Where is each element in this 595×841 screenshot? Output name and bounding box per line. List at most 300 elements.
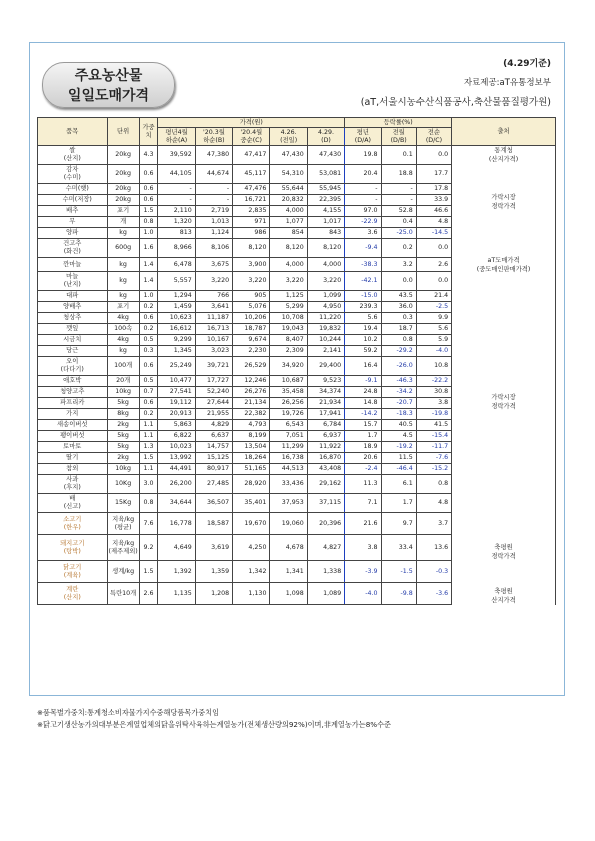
price-e-cell: 1,341 <box>270 561 307 583</box>
price-b-cell: 1,208 <box>195 583 232 605</box>
price-a-cell: 813 <box>158 228 195 239</box>
price-d-cell: 4,950 <box>307 302 344 313</box>
unit-cell: kg <box>107 258 139 272</box>
rate-dc-cell: -15.4 <box>416 431 451 442</box>
price-d-cell: 20,396 <box>307 513 344 535</box>
source-cell: 축평원 경락가격 <box>452 513 556 561</box>
unit-cell: 20kg <box>107 195 139 206</box>
price-e-cell: 8,120 <box>270 239 307 258</box>
rate-db-cell: -26.0 <box>381 357 416 376</box>
weight-cell: 0.3 <box>139 346 158 357</box>
rate-dc-cell: 3.8 <box>416 398 451 409</box>
price-b-cell: 3,220 <box>195 272 232 291</box>
price-c-cell: 5,076 <box>233 302 270 313</box>
rate-da-cell: 19.8 <box>345 146 381 165</box>
title-line1: 주요농산물 <box>74 68 143 84</box>
price-b-cell: 1,124 <box>195 228 232 239</box>
item-name-cell: 새송이버섯 <box>38 420 108 431</box>
price-a-cell: 6,822 <box>158 431 195 442</box>
price-a-cell: 16,778 <box>158 513 195 535</box>
weight-cell: 7.6 <box>139 513 158 535</box>
price-b-cell: 18,587 <box>195 513 232 535</box>
unit-cell: 10kg <box>107 387 139 398</box>
weight-cell: 0.2 <box>139 324 158 335</box>
rate-db-cell: -19.2 <box>381 442 416 453</box>
item-name-cell: 사과 (후지) <box>38 475 108 494</box>
price-d-cell: 19,832 <box>307 324 344 335</box>
item-name-cell: 수미(햇) <box>38 184 108 195</box>
rate-db-cell: 0.4 <box>381 217 416 228</box>
weight-cell: 1.0 <box>139 291 158 302</box>
item-name-cell: 쌀 (산지) <box>38 146 108 165</box>
price-c-cell: 971 <box>233 217 270 228</box>
unit-cell: 20kg <box>107 165 139 184</box>
unit-cell: 4kg <box>107 313 139 324</box>
rate-db-cell: - <box>381 195 416 206</box>
rate-da-cell: -4.0 <box>345 583 381 605</box>
price-e-cell: 35,458 <box>270 387 307 398</box>
rate-db-cell: 36.0 <box>381 302 416 313</box>
price-b-cell: 14,757 <box>195 442 232 453</box>
header-a: 평년4월 하순(A) <box>158 128 195 146</box>
rate-da-cell: -9.1 <box>345 376 381 387</box>
rate-dc-cell: 17.8 <box>416 184 451 195</box>
price-c-cell: 8,120 <box>233 239 270 258</box>
rate-dc-cell: -15.2 <box>416 464 451 475</box>
price-e-cell: 44,513 <box>270 464 307 475</box>
rate-da-cell: 11.3 <box>345 475 381 494</box>
rate-dc-cell: 10.8 <box>416 357 451 376</box>
price-c-cell: 16,721 <box>233 195 270 206</box>
rate-dc-cell: 41.5 <box>416 420 451 431</box>
price-d-cell: 11,220 <box>307 313 344 324</box>
rate-dc-cell: 5.9 <box>416 335 451 346</box>
price-e-cell: 7,051 <box>270 431 307 442</box>
price-d-cell: 11,922 <box>307 442 344 453</box>
price-a-cell: 44,491 <box>158 464 195 475</box>
price-b-cell: - <box>195 184 232 195</box>
weight-cell: 1.1 <box>139 464 158 475</box>
price-e-cell: 11,299 <box>270 442 307 453</box>
rate-db-cell: 43.5 <box>381 291 416 302</box>
rate-da-cell: 15.7 <box>345 420 381 431</box>
unit-cell: 5kg <box>107 442 139 453</box>
rate-db-cell: -34.2 <box>381 387 416 398</box>
rate-da-cell: -42.1 <box>345 272 381 291</box>
item-name-cell: 오이 (다다기) <box>38 357 108 376</box>
unit-cell: 포기 <box>107 206 139 217</box>
price-c-cell: 47,417 <box>233 146 270 165</box>
price-a-cell: 25,249 <box>158 357 195 376</box>
unit-cell: 20개 <box>107 376 139 387</box>
price-d-cell: 1,017 <box>307 217 344 228</box>
price-c-cell: 26,529 <box>233 357 270 376</box>
table-row <box>38 239 556 258</box>
rate-dc-cell: 33.9 <box>416 195 451 206</box>
rate-dc-cell: 9.9 <box>416 313 451 324</box>
rate-db-cell: 0.1 <box>381 146 416 165</box>
rate-dc-cell: -4.0 <box>416 346 451 357</box>
rate-da-cell: 20.6 <box>345 453 381 464</box>
price-e-cell: 1,077 <box>270 217 307 228</box>
price-c-cell: 1,130 <box>233 583 270 605</box>
rate-da-cell: 24.8 <box>345 387 381 398</box>
rate-db-cell: 6.1 <box>381 475 416 494</box>
price-d-cell: 53,081 <box>307 165 344 184</box>
item-name-cell: 계란 (산지) <box>38 583 108 605</box>
unit-cell: kg <box>107 291 139 302</box>
weight-cell: 0.8 <box>139 217 158 228</box>
rate-db-cell: 40.5 <box>381 420 416 431</box>
rate-db-cell: 1.7 <box>381 494 416 513</box>
rate-db-cell: - <box>381 184 416 195</box>
price-a-cell: 1,294 <box>158 291 195 302</box>
price-e-cell: 33,436 <box>270 475 307 494</box>
price-d-cell: 17,941 <box>307 409 344 420</box>
rate-db-cell: 33.4 <box>381 535 416 561</box>
base-date: (4.29기준) <box>503 59 551 69</box>
price-a-cell: - <box>158 184 195 195</box>
rate-db-cell: 18.8 <box>381 165 416 184</box>
price-c-cell: 2,230 <box>233 346 270 357</box>
rate-db-cell: 0.2 <box>381 239 416 258</box>
price-c-cell: 51,165 <box>233 464 270 475</box>
rate-dc-cell: 5.6 <box>416 324 451 335</box>
price-e-cell: 37,953 <box>270 494 307 513</box>
weight-cell: 0.2 <box>139 302 158 313</box>
price-b-cell: 1,013 <box>195 217 232 228</box>
rate-da-cell: -14.2 <box>345 409 381 420</box>
rate-dc-cell: -0.3 <box>416 561 451 583</box>
weight-cell: 0.6 <box>139 313 158 324</box>
price-d-cell: 1,099 <box>307 291 344 302</box>
weight-cell: 4.3 <box>139 146 158 165</box>
price-c-cell: 35,401 <box>233 494 270 513</box>
price-e-cell: 19,043 <box>270 324 307 335</box>
unit-cell: kg <box>107 272 139 291</box>
weight-cell: 1.5 <box>139 453 158 464</box>
price-d-cell: 6,937 <box>307 431 344 442</box>
price-e-cell: 19,060 <box>270 513 307 535</box>
title-badge <box>42 62 175 108</box>
rate-da-cell: -38.3 <box>345 258 381 272</box>
header-dc: 전순 (D/C) <box>416 128 451 146</box>
price-a-cell: 39,592 <box>158 146 195 165</box>
rate-dc-cell: 21.4 <box>416 291 451 302</box>
weight-cell: 0.6 <box>139 357 158 376</box>
rate-da-cell: 14.8 <box>345 398 381 409</box>
rate-dc-cell: 0.0 <box>416 272 451 291</box>
price-c-cell: 28,920 <box>233 475 270 494</box>
data-source-line1: 자료제공:aT유통정보부 <box>463 78 551 88</box>
price-a-cell: 5,557 <box>158 272 195 291</box>
rate-da-cell: 59.2 <box>345 346 381 357</box>
price-d-cell: 4,827 <box>307 535 344 561</box>
rate-da-cell: 16.4 <box>345 357 381 376</box>
rate-dc-cell: -14.5 <box>416 228 451 239</box>
price-c-cell: 905 <box>233 291 270 302</box>
rate-dc-cell: -7.6 <box>416 453 451 464</box>
header-source: 출처 <box>452 118 556 146</box>
source-cell: 가락시장 경락가격 <box>452 165 556 239</box>
rate-dc-cell: 2.6 <box>416 258 451 272</box>
header-da: 평년 (D/A) <box>345 128 381 146</box>
rate-da-cell: - <box>345 195 381 206</box>
unit-cell: 20kg <box>107 146 139 165</box>
weight-cell: 0.7 <box>139 387 158 398</box>
header-db: 전월 (D/B) <box>381 128 416 146</box>
price-c-cell: 4,793 <box>233 420 270 431</box>
price-a-cell: 4,649 <box>158 535 195 561</box>
rate-da-cell: -3.9 <box>345 561 381 583</box>
price-d-cell: 22,395 <box>307 195 344 206</box>
unit-cell: 5kg <box>107 398 139 409</box>
source-cell: 가락시장 경락가격 <box>452 291 556 513</box>
weight-cell: 0.6 <box>139 195 158 206</box>
price-a-cell: 26,200 <box>158 475 195 494</box>
item-name-cell: 팽이버섯 <box>38 431 108 442</box>
price-a-cell: 1,392 <box>158 561 195 583</box>
item-name-cell: 깐마늘 <box>38 258 108 272</box>
rate-db-cell: -20.7 <box>381 398 416 409</box>
price-b-cell: 17,727 <box>195 376 232 387</box>
rate-dc-cell: 17.7 <box>416 165 451 184</box>
data-source-line2: (aT,서울시농수산식품공사,축산물품질평가원) <box>360 97 551 108</box>
price-c-cell: 4,250 <box>233 535 270 561</box>
item-name-cell: 참외 <box>38 464 108 475</box>
price-d-cell: 3,220 <box>307 272 344 291</box>
rate-db-cell: 18.7 <box>381 324 416 335</box>
rate-db-cell: -25.0 <box>381 228 416 239</box>
price-e-cell: 4,000 <box>270 206 307 217</box>
price-d-cell: 4,155 <box>307 206 344 217</box>
rate-da-cell: 19.4 <box>345 324 381 335</box>
rate-db-cell: 52.8 <box>381 206 416 217</box>
price-b-cell: 4,829 <box>195 420 232 431</box>
price-b-cell: 47,380 <box>195 146 232 165</box>
unit-cell: 포기 <box>107 302 139 313</box>
rate-da-cell: -15.0 <box>345 291 381 302</box>
item-name-cell: 양배추 <box>38 302 108 313</box>
rate-dc-cell: 0.0 <box>416 239 451 258</box>
item-name-cell: 건고추 (화건) <box>38 239 108 258</box>
price-a-cell: 20,913 <box>158 409 195 420</box>
rate-dc-cell: -11.7 <box>416 442 451 453</box>
price-b-cell: 8,106 <box>195 239 232 258</box>
price-a-cell: 16,612 <box>158 324 195 335</box>
price-d-cell: 29,162 <box>307 475 344 494</box>
price-d-cell: 9,523 <box>307 376 344 387</box>
weight-cell: 1.5 <box>139 206 158 217</box>
price-b-cell: 10,167 <box>195 335 232 346</box>
unit-cell: 지육/kg (평균) <box>107 513 139 535</box>
price-c-cell: 986 <box>233 228 270 239</box>
price-a-cell: 2,110 <box>158 206 195 217</box>
price-e-cell: 10,708 <box>270 313 307 324</box>
source-cell: 축평원 산지가격 <box>452 561 556 605</box>
item-name-cell: 마늘 (난지) <box>38 272 108 291</box>
price-a-cell: 1,135 <box>158 583 195 605</box>
item-name-cell: 당근 <box>38 346 108 357</box>
price-c-cell: 10,206 <box>233 313 270 324</box>
source-cell: aT도매가격 (중도매인판매가격) <box>452 239 556 291</box>
price-b-cell: 766 <box>195 291 232 302</box>
price-b-cell: 3,619 <box>195 535 232 561</box>
item-name-cell: 돼지고기 (탕박) <box>38 535 108 561</box>
unit-cell: 600g <box>107 239 139 258</box>
rate-da-cell: 7.1 <box>345 494 381 513</box>
weight-cell: 0.2 <box>139 409 158 420</box>
rate-dc-cell: -3.6 <box>416 583 451 605</box>
unit-cell: kg <box>107 346 139 357</box>
rate-da-cell: 3.6 <box>345 228 381 239</box>
rate-db-cell: 0.8 <box>381 335 416 346</box>
rate-da-cell: 10.2 <box>345 335 381 346</box>
rate-dc-cell: 0.0 <box>416 146 451 165</box>
price-a-cell: 6,478 <box>158 258 195 272</box>
price-a-cell: 9,299 <box>158 335 195 346</box>
header-c: '20.4월 중순(C) <box>233 128 270 146</box>
rate-dc-cell: -19.8 <box>416 409 451 420</box>
weight-cell: 1.0 <box>139 228 158 239</box>
price-b-cell: 6,637 <box>195 431 232 442</box>
price-e-cell: 20,832 <box>270 195 307 206</box>
price-d-cell: 43,408 <box>307 464 344 475</box>
weight-cell: 1.6 <box>139 239 158 258</box>
item-name-cell: 깻잎 <box>38 324 108 335</box>
price-e-cell: 34,920 <box>270 357 307 376</box>
header-e: 4.26. (전일) <box>270 128 307 146</box>
unit-cell: 100속 <box>107 324 139 335</box>
rate-dc-cell: 4.8 <box>416 217 451 228</box>
unit-cell: kg <box>107 228 139 239</box>
price-a-cell: 19,112 <box>158 398 195 409</box>
rate-db-cell: 0.3 <box>381 313 416 324</box>
price-a-cell: 1,345 <box>158 346 195 357</box>
unit-cell: 2kg <box>107 420 139 431</box>
price-d-cell: 47,430 <box>307 146 344 165</box>
price-d-cell: 34,374 <box>307 387 344 398</box>
header-b: '20.3월 하순(B) <box>195 128 232 146</box>
price-c-cell: 3,220 <box>233 272 270 291</box>
price-b-cell: 16,713 <box>195 324 232 335</box>
price-b-cell: 11,187 <box>195 313 232 324</box>
price-b-cell: 80,917 <box>195 464 232 475</box>
rate-da-cell: 97.0 <box>345 206 381 217</box>
price-c-cell: 13,504 <box>233 442 270 453</box>
price-b-cell: 15,125 <box>195 453 232 464</box>
price-d-cell: 37,115 <box>307 494 344 513</box>
unit-cell: 개 <box>107 217 139 228</box>
price-a-cell: - <box>158 195 195 206</box>
price-a-cell: 1,320 <box>158 217 195 228</box>
rate-dc-cell: -2.5 <box>416 302 451 313</box>
price-d-cell: 6,784 <box>307 420 344 431</box>
rate-db-cell: -9.8 <box>381 583 416 605</box>
price-e-cell: 1,125 <box>270 291 307 302</box>
price-c-cell: 26,276 <box>233 387 270 398</box>
price-a-cell: 27,541 <box>158 387 195 398</box>
unit-cell: 100개 <box>107 357 139 376</box>
price-b-cell: 52,240 <box>195 387 232 398</box>
unit-cell: 15Kg <box>107 494 139 513</box>
rate-db-cell: -18.3 <box>381 409 416 420</box>
rate-db-cell: 11.5 <box>381 453 416 464</box>
price-e-cell: 2,309 <box>270 346 307 357</box>
rate-da-cell: 1.7 <box>345 431 381 442</box>
weight-cell: 1.1 <box>139 420 158 431</box>
price-b-cell: 2,719 <box>195 206 232 217</box>
header-d: 4.29. (D) <box>307 128 344 146</box>
price-e-cell: 16,738 <box>270 453 307 464</box>
price-e-cell: 10,687 <box>270 376 307 387</box>
price-e-cell: 854 <box>270 228 307 239</box>
weight-cell: 0.6 <box>139 165 158 184</box>
unit-cell: 10Kg <box>107 475 139 494</box>
unit-cell: 5kg <box>107 431 139 442</box>
footnote-2: ※닭고기생산농가의대부분은계열업체의닭을위탁사육하는계열농가(전체생산량의92%)이며,非계열농가는8%수준 <box>37 720 391 729</box>
item-name-cell: 대파 <box>38 291 108 302</box>
item-name-cell: 닭고기 (계육) <box>38 561 108 583</box>
price-b-cell: 27,485 <box>195 475 232 494</box>
rate-dc-cell: 0.8 <box>416 475 451 494</box>
price-a-cell: 10,623 <box>158 313 195 324</box>
weight-cell: 3.0 <box>139 475 158 494</box>
title-line2: 일일도매가격 <box>67 88 150 104</box>
rate-da-cell: 21.6 <box>345 513 381 535</box>
weight-cell: 0.6 <box>139 398 158 409</box>
header-rate-group: 등락률(%) <box>345 118 452 128</box>
price-b-cell: - <box>195 195 232 206</box>
price-c-cell: 18,787 <box>233 324 270 335</box>
rate-db-cell: -46.4 <box>381 464 416 475</box>
price-d-cell: 1,338 <box>307 561 344 583</box>
price-d-cell: 1,089 <box>307 583 344 605</box>
price-d-cell: 16,870 <box>307 453 344 464</box>
price-c-cell: 12,246 <box>233 376 270 387</box>
price-d-cell: 843 <box>307 228 344 239</box>
price-a-cell: 13,992 <box>158 453 195 464</box>
price-d-cell: 29,400 <box>307 357 344 376</box>
table-row <box>38 291 556 302</box>
price-b-cell: 36,507 <box>195 494 232 513</box>
price-b-cell: 21,955 <box>195 409 232 420</box>
price-d-cell: 2,141 <box>307 346 344 357</box>
rate-da-cell: 3.8 <box>345 535 381 561</box>
table-row <box>38 146 556 165</box>
rate-db-cell: 3.2 <box>381 258 416 272</box>
weight-cell: 1.3 <box>139 442 158 453</box>
unit-cell: 생계/kg <box>107 561 139 583</box>
rate-db-cell: -29.2 <box>381 346 416 357</box>
footnotes <box>37 707 391 731</box>
price-e-cell: 47,430 <box>270 146 307 165</box>
price-e-cell: 4,000 <box>270 258 307 272</box>
price-b-cell: 39,721 <box>195 357 232 376</box>
item-name-cell: 배추 <box>38 206 108 217</box>
rate-da-cell: 20.4 <box>345 165 381 184</box>
rate-dc-cell: 13.6 <box>416 535 451 561</box>
price-c-cell: 22,382 <box>233 409 270 420</box>
weight-cell: 1.4 <box>139 272 158 291</box>
header-unit: 단위 <box>107 118 139 146</box>
price-e-cell: 26,256 <box>270 398 307 409</box>
price-a-cell: 44,105 <box>158 165 195 184</box>
weight-cell: 0.5 <box>139 335 158 346</box>
price-c-cell: 45,117 <box>233 165 270 184</box>
weight-cell: 0.6 <box>139 184 158 195</box>
item-name-cell: 가지 <box>38 409 108 420</box>
